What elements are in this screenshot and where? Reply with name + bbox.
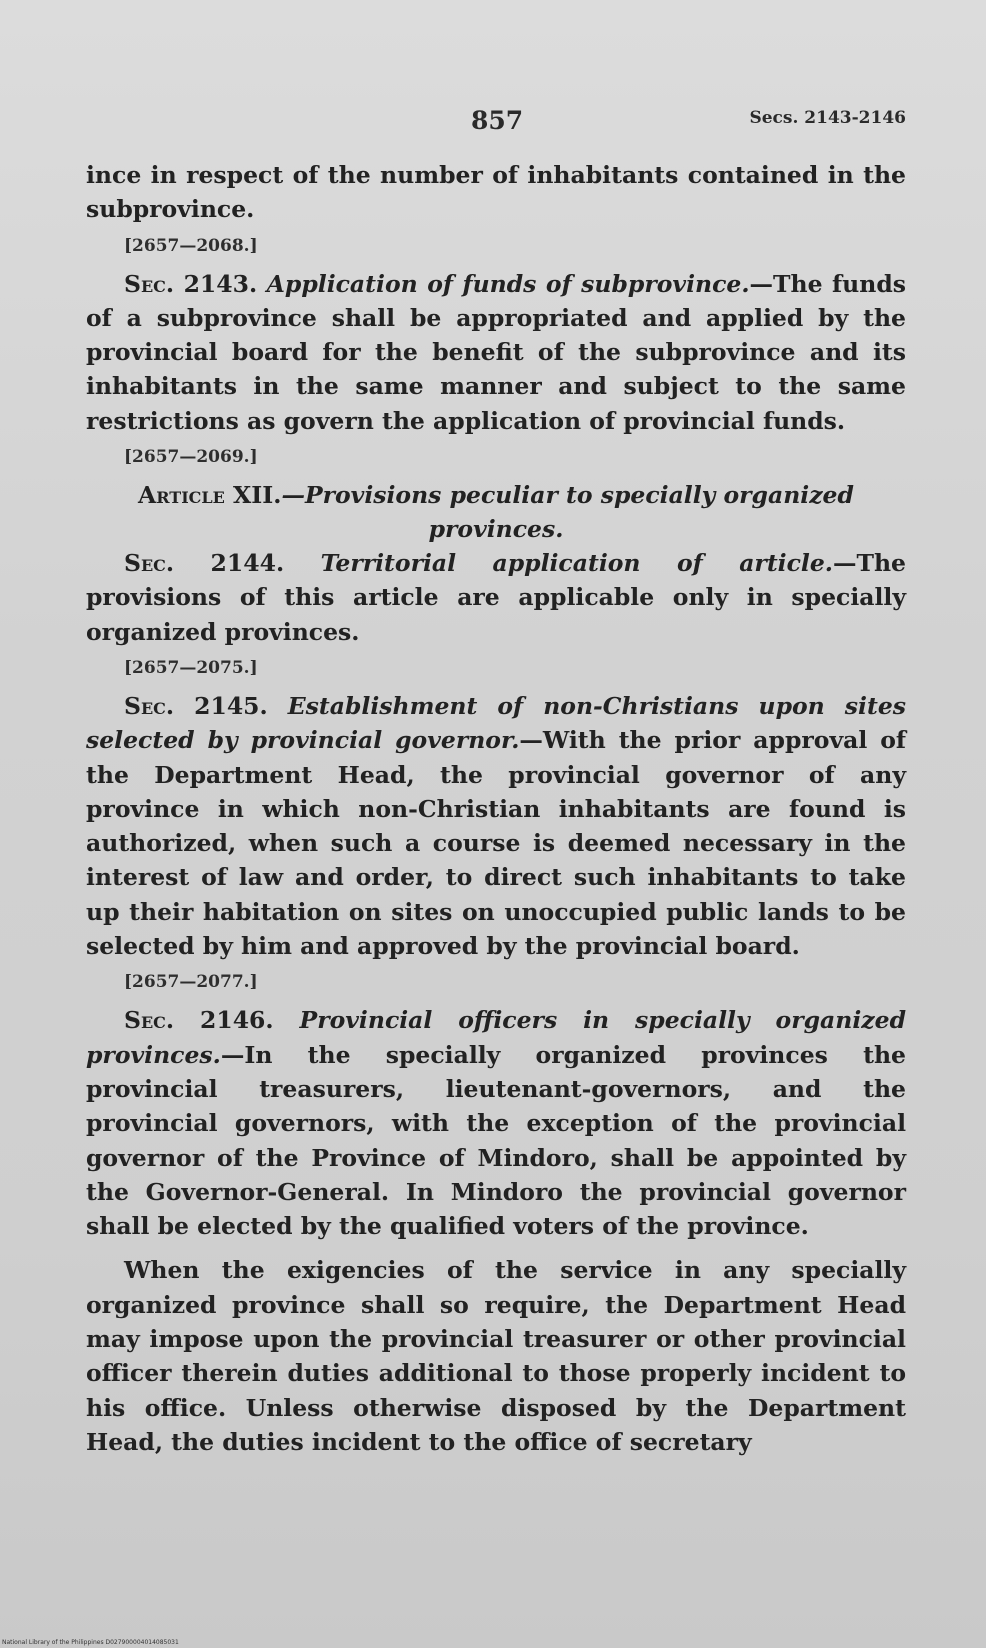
section-text: —The funds of a subprovince shall be appropriated and applied by the provincial board for the benefit of the subprovince and its inhabitants in the same manner and subject to the same restrictions as govern the application of provincial funds. xyxy=(86,269,906,435)
section-label: Sec. 2145. xyxy=(124,691,268,720)
section-range: Secs. 2143-2146 xyxy=(749,108,906,128)
page-body xyxy=(86,158,906,1459)
section-2146 xyxy=(86,1003,906,1243)
citation: [2657—2075.] xyxy=(124,657,258,678)
section-text: —In the specially organized provinces the provincial treasurers, lieutenant-governors, and the provincial governors, with the exception of the provincial governor of the Province of Mindoro, shall be appointed by the Governor-General. In Mindoro the provincial governor shall be elected by the qualified voters of the province. xyxy=(86,1040,906,1241)
section-text: —The provisions of this article are applicable only in specially organized provinces. xyxy=(86,549,906,646)
citation: [2657—2068.] xyxy=(124,235,258,256)
section-title: Provincial officers in specially organized provinces. xyxy=(86,1006,907,1069)
section-label: Sec. 2144. xyxy=(124,549,285,578)
continuation-paragraph: ince in respect of the number of inhabitants contained in the subprovince. xyxy=(86,161,906,224)
citation: [2657—2069.] xyxy=(124,447,258,468)
page-header xyxy=(86,100,906,140)
closing-paragraph: When the exigencies of the service in any specially organized province shall so require, the Department Head may impose upon the provincial treasurer or other provincial officer therein duties additional to those properly incident to his office. Unless otherwise disposed by the Department Head, the duties incident to the office of secretary xyxy=(86,1256,906,1456)
section-2145 xyxy=(86,689,906,963)
section-title: Territorial application of article. xyxy=(320,549,833,578)
section-label: Sec. 2143. xyxy=(124,269,258,298)
article-title: —Provisions peculiar to specially organized provinces. xyxy=(281,481,854,544)
article-heading xyxy=(86,478,906,546)
section-title: Establishment of non-Christians upon sites selected by provincial governor. xyxy=(86,691,906,755)
page-number: 857 xyxy=(471,106,524,135)
section-text: —With the prior approval of the Department Head, the provincial governor of any province in which non-Christian inhabitants are found is authorized, when such a course is deemed necessary in the interest of law and order, to direct such inhabitants to take up their habitation on sites on unoccupied public lands to be selected by him and approved by the provincial board. xyxy=(86,726,907,961)
citation: [2657—2077.] xyxy=(124,972,258,993)
section-label: Sec. 2146. xyxy=(124,1006,274,1035)
section-2143 xyxy=(86,267,906,438)
section-2144 xyxy=(86,546,906,649)
section-title: Application of funds of subprovince. xyxy=(266,269,750,298)
paragraph-gap xyxy=(86,1243,906,1253)
article-label: Article XII. xyxy=(138,481,282,510)
library-credit: National Library of the Philippines D027900004014085031 xyxy=(2,1639,179,1646)
